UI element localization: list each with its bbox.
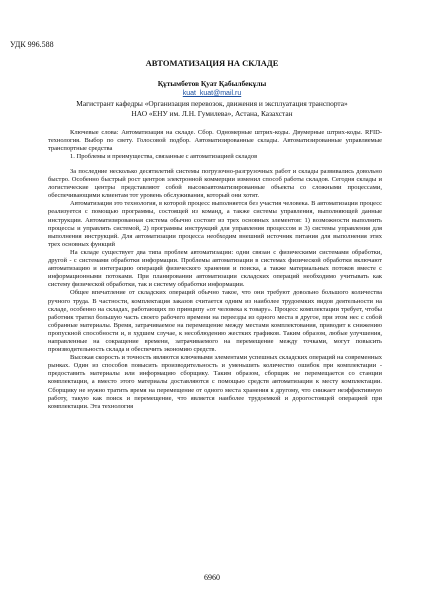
paragraph: На складе существует два типа проблем автоматизации: одни связан с физическими системами обработки, другой - с системами обработки информации. Проблемы автоматизации в системах физической обработки включают автоматизацию и интеграцию операций физического хранения и поиска, а также материальных потоков вместе с информационными потоками. При планировании автоматизации складских операций необходимо учитывать как систему физической обработки, так и систему обработки информации. (48, 248, 382, 289)
keywords: Ключевые слова: Автоматизация на складе. Сбор. Одномерные штрих-коды. Двумерные штрих-коды. RFID-технология. Выбор по свету. Голосовой подбор. Автоматизированные склады. Автоматизированные управляемые транспортные средства (48, 129, 382, 153)
paragraph: За последние несколько десятилетий системы погрузочно-разгрузочных работ и склады развивались довольно быстро. Особенно быстрый рост центров электронной коммерции изменил способ работы складов. Сегодня склады и логистические центры представляют собой высокоавтоматизированные объекты со сложными процессами, обеспечивающими клиентам тот уровень обслуживания, который они хотят. (48, 168, 382, 200)
affiliation-department: Магистрант кафедры «Организация перевозок, движения и эксплуатация транспорта» (76, 99, 348, 108)
affiliation-university: НАО «ЕНУ им. Л.Н. Гумилева», Астана, Казахстан (131, 109, 293, 118)
keywords-block (48, 129, 382, 161)
paragraph: Высокая скорость и точность являются ключевыми элементами успешных складских операций на современных рынках. Один из способов повысить производительность и уменьшить количество ошибок при комплектации - предоставить материалы или информацию сборщику. Таким образом, сборщик не перемещается со станции комплектации, а вместо этого материалы доставляются с помощью средств автоматизации к месту комплектации. Сборщику не нужно тратить время на перемещение от одного места хранения к другому, что снижает неэффективную работу, такую как поиск и перемещение, что является наиболее трудоемкой и дорогостоящей операцией при комплектации. Эта технология (48, 354, 382, 410)
article-body (48, 168, 382, 411)
author-email-link[interactable]: kuat_kuat@mail.ru (182, 90, 242, 97)
paragraph: Автоматизация это технология, в которой процесс выполняется без участия человека. В автоматизации процесс реализуется с помощью программы, состоящей из команд, а также системы управления, выполняющей данные инструкции. Автоматизированная система обычно состоит из трех основных элементов: 1) возможности выполнить процессы и управлять системой, 2) программы инструкций для управления процессом и 3) системы управления для выполнения инструкций. Для автоматизации процесса необходим внешний источник питания для выполнения этих трех основных функций (48, 200, 382, 248)
section-heading: 1. Проблемы и преимущества, связанные с автоматизацией складов (70, 153, 258, 161)
article-title: АВТОМАТИЗАЦИЯ НА СКЛАДЕ (145, 58, 279, 68)
udk-code: УДК 996.588 (10, 40, 54, 49)
page-number: 6960 (204, 573, 220, 582)
author-name: Құтымбетов Қуат Қабылбекұлы (157, 79, 267, 88)
paragraph: Общее впечатление от складских операций обычно такое, что они требуют довольно большого количества ручного труда. В частности, комплектация заказов считается одним из наиболее трудоемких видов деятельности на складе, особенно на складах, работающих по принципу «от человека к товару». Процесс комплектации требует, чтобы работник тратил большую часть своего рабочего времени на переезды из одного места в другое, при этом нес с собой собранные материалы. Время, затрачиваемое на перемещение между местами комплектования, приводит к снижению пропускной способности и, в худшем случае, к несоблюдению жестких графиков. Таким образом, любые улучшения, направленные на сокращение времени, затрачиваемого на перемещение между точками, могут повысить производительность склада и обеспечить экономию средств. (48, 289, 382, 354)
